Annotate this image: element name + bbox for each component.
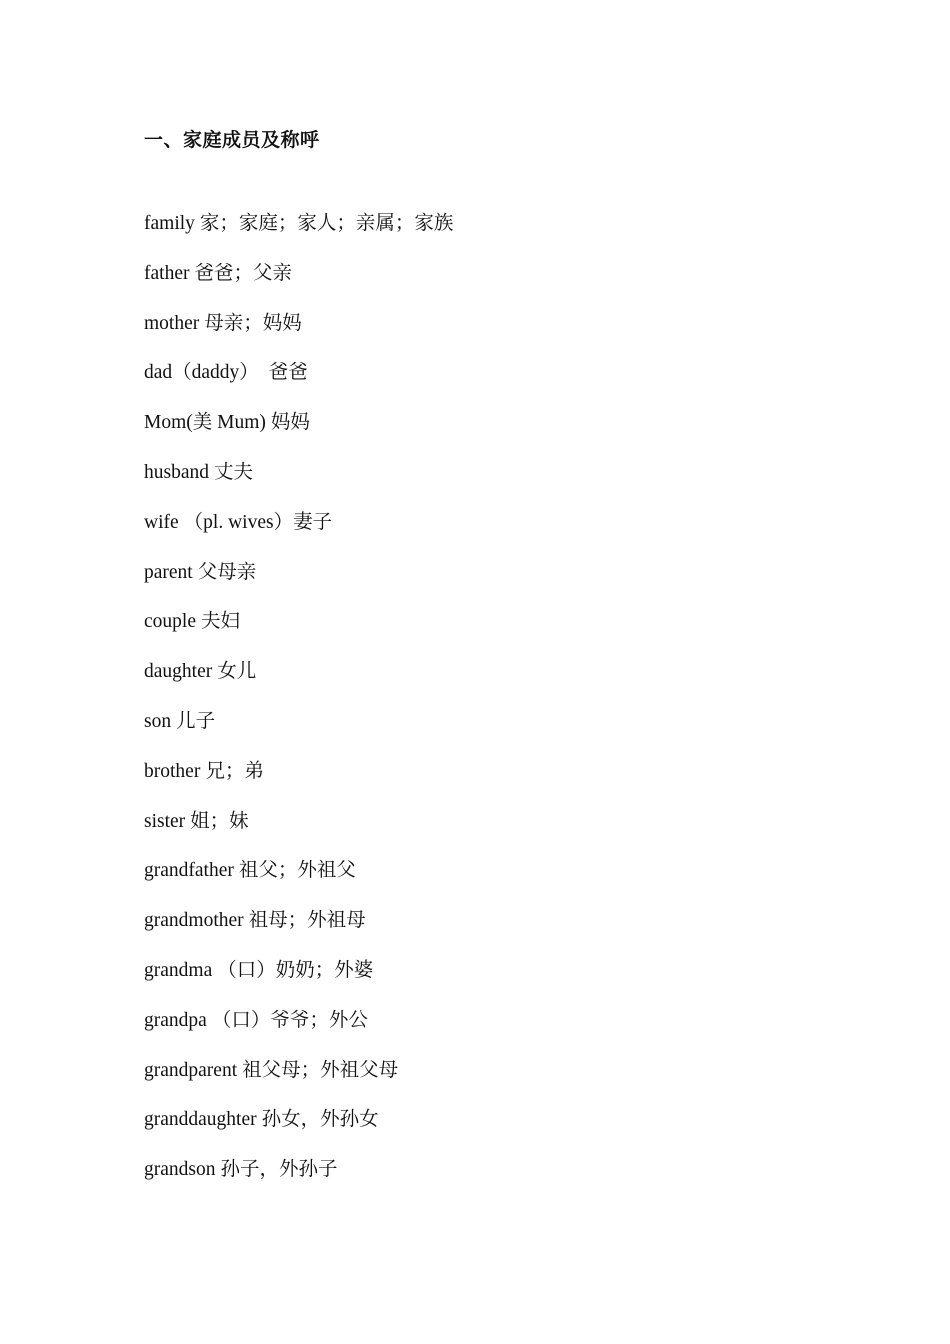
list-item bbox=[144, 1157, 453, 1207]
entry-meaning: 祖父；外祖父 bbox=[238, 860, 356, 882]
entry-term: parent bbox=[144, 561, 193, 583]
entry-meaning: 爸爸；父亲 bbox=[194, 262, 292, 284]
entry-term: brother bbox=[144, 760, 201, 782]
list-item bbox=[144, 1058, 453, 1108]
entry-term: wife bbox=[144, 511, 179, 533]
entry-meaning: 孙女，外孙女 bbox=[261, 1109, 379, 1131]
list-item bbox=[144, 560, 453, 610]
entry-term: grandfather bbox=[144, 860, 234, 882]
list-item bbox=[144, 858, 453, 908]
list-item bbox=[144, 460, 453, 510]
list-item bbox=[144, 211, 453, 261]
entry-term: grandpa bbox=[144, 1009, 207, 1031]
entry-meaning: 祖母；外祖母 bbox=[248, 910, 366, 932]
section-heading: 一、家庭成员及称呼 bbox=[144, 130, 320, 151]
list-item bbox=[144, 809, 453, 859]
vocabulary-list bbox=[144, 211, 453, 1207]
list-item bbox=[144, 709, 453, 759]
list-item bbox=[144, 1107, 453, 1157]
entry-meaning: 爸爸 bbox=[263, 362, 308, 384]
list-item bbox=[144, 659, 453, 709]
entry-term: grandmother bbox=[144, 910, 244, 932]
entry-term: father bbox=[144, 262, 190, 284]
entry-term: dad（daddy） bbox=[144, 362, 259, 384]
entry-term: grandson bbox=[144, 1159, 216, 1181]
entry-meaning: 孙子，外孙子 bbox=[220, 1159, 338, 1181]
entry-term: son bbox=[144, 710, 172, 732]
list-item bbox=[144, 1008, 453, 1058]
entry-meaning: （pl. wives）妻子 bbox=[183, 511, 333, 533]
entry-term: daughter bbox=[144, 661, 213, 683]
entry-term: grandparent bbox=[144, 1059, 238, 1081]
entry-term: mother bbox=[144, 312, 200, 334]
entry-meaning: 儿子 bbox=[176, 710, 216, 732]
entry-meaning: 丈夫 bbox=[214, 461, 254, 483]
list-item bbox=[144, 261, 453, 311]
entry-term: couple bbox=[144, 611, 196, 633]
list-item bbox=[144, 609, 453, 659]
entry-term: sister bbox=[144, 810, 186, 832]
entry-term: Mom(美 Mum) bbox=[144, 412, 266, 434]
entry-meaning: 母亲；妈妈 bbox=[204, 312, 302, 334]
list-item bbox=[144, 908, 453, 958]
entry-meaning: 祖父母；外祖父母 bbox=[242, 1059, 399, 1081]
entry-meaning: 女儿 bbox=[217, 661, 257, 683]
entry-meaning: （口）奶奶；外婆 bbox=[217, 959, 374, 981]
list-item bbox=[144, 759, 453, 809]
list-item bbox=[144, 311, 453, 361]
entry-term: grandma bbox=[144, 959, 213, 981]
entry-term: granddaughter bbox=[144, 1109, 257, 1131]
entry-term: husband bbox=[144, 461, 209, 483]
entry-meaning: （口）爷爷；外公 bbox=[211, 1009, 368, 1031]
entry-term: family bbox=[144, 213, 195, 234]
list-item bbox=[144, 410, 453, 460]
entry-meaning: 妈妈 bbox=[270, 412, 310, 434]
entry-meaning: 兄；弟 bbox=[205, 760, 264, 782]
list-item bbox=[144, 958, 453, 1008]
list-item bbox=[144, 510, 453, 560]
entry-meaning: 父母亲 bbox=[197, 561, 257, 583]
entry-meaning: 夫妇 bbox=[200, 611, 240, 633]
list-item bbox=[144, 360, 453, 410]
entry-meaning: 姐；妹 bbox=[190, 810, 249, 832]
entry-meaning: 家；家庭；家人；亲属；家族 bbox=[199, 213, 454, 234]
